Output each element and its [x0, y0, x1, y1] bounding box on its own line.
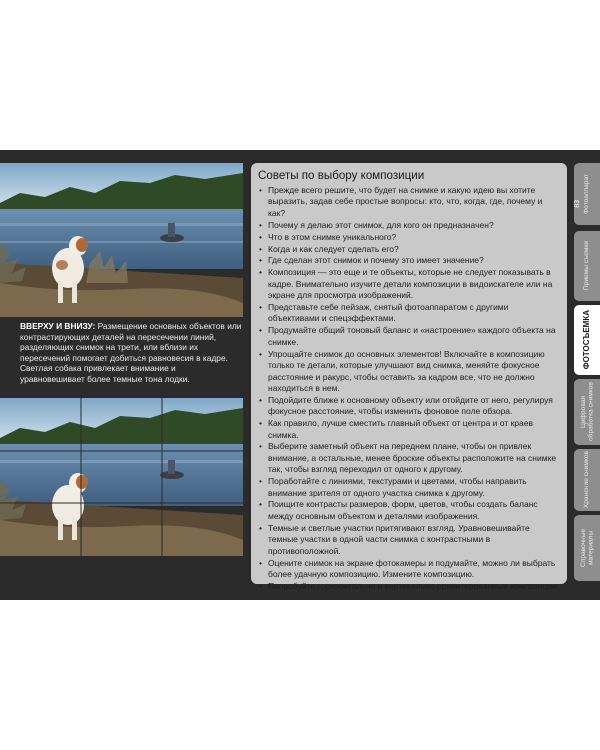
tips-panel — [251, 163, 567, 591]
photo-caption — [20, 321, 242, 385]
tab-digital-processing[interactable]: Цифровая обработка снимков — [574, 379, 600, 445]
list-item: • Попробуйте горизонтально и вертикально ориентированные композиции. — [259, 580, 560, 591]
list-item: • Когда и как следует сделать его? — [259, 243, 399, 254]
page-number: 83 — [574, 200, 581, 208]
list-item: • Темные и светлые участки притягивают взгляд. Уравновешивайте темные участки в одной части снимка с контрастными в противоположной. — [259, 522, 530, 556]
tab-shooting-techniques[interactable]: Приемы съемки — [574, 231, 600, 301]
tab-storage[interactable]: Хранение снимков — [574, 449, 600, 511]
list-item: • Композиция — это еще и те объекты, которые не следует показывать в кадре. Внимательно изучите детали композиции в видоискателе или на экране для просмотра изображений. — [259, 267, 553, 301]
list-item: • Почему я делаю этот снимок, для кого он предназначен? — [259, 219, 494, 230]
list-item: • Поищите контрасты размеров, форм, цветов, чтобы создать баланс между основным объектом и деталями изображения. — [259, 499, 538, 521]
tab-photography-active[interactable]: ФОТОСЪЕМКА — [574, 305, 600, 375]
list-item: • Где сделан этот снимок и почему это имеет значение? — [259, 255, 484, 266]
list-item: • Прежде всего решите, что будет на снимке и какую идею вы хотите выразить, задав себе простые вопросы: кто, что, когда, где, почему и как? — [259, 185, 543, 218]
list-item: • Что в этом снимке уникального? — [259, 231, 397, 242]
tab-camera[interactable]: Фотоаппарат — [574, 163, 600, 225]
list-item: • Как правило, лучше сместить главный объект от центра и от краев снимка. — [259, 418, 533, 440]
caption-lead: ВВЕРХУ И ВНИЗУ: — [20, 321, 96, 331]
list-item: • Продумайте общий тоновый баланс и «настроение» каждого объекта на снимке. — [259, 325, 556, 347]
list-item: • Выберите заметный объект на переднем плане, чтобы он привлек внимание, а остальные, менее броские объекты расположите на снимке так, чтобы взгляд переходил от одного к другому. — [259, 441, 557, 475]
list-item: • Упрощайте снимок до основных элементов! Включайте в композицию только те детали, которые улучшают вид снимка, меняйте фокусное расстояние и ракурс, чтобы оставить за кадром все, что не должно находиться в нем. — [259, 348, 545, 393]
list-item: • Подойдите ближе к основному объекту или отойдите от него, регулируя фокусное расстояние, чтобы изменить фоновое поле обзора. — [259, 394, 553, 417]
photo-dog-lake-grid — [0, 398, 243, 556]
caption-text: Размещение основных объектов или контрастирующих деталей на пересечении линий, разделяющих снимок на трети, или вблизи их пересечений помогает добиться равновесия в кадре. Светлая собака привлекает внимание и уравновешивает более темные тона лодки. — [20, 321, 242, 384]
chapter-tabs — [574, 163, 600, 584]
tab-reference[interactable]: Справочные материалы — [574, 515, 600, 581]
list-item: • Представьте себе пейзаж, снятый фотоаппаратом с другими объективами и спецэффектами. — [259, 302, 509, 324]
photo-dog-lake-top — [0, 163, 243, 317]
tips-list — [259, 185, 561, 593]
list-item: • Поработайте с линиями, текстурами и цветами, чтобы направить внимание зрителя от одного участка снимка к другому. — [259, 476, 527, 498]
list-item: • Оцените снимок на экране фотокамеры и подумайте, можно ли выбрать более удачную композицию. Измените композицию. — [259, 557, 556, 579]
panel-title: Советы по выбору композиции — [258, 169, 425, 182]
